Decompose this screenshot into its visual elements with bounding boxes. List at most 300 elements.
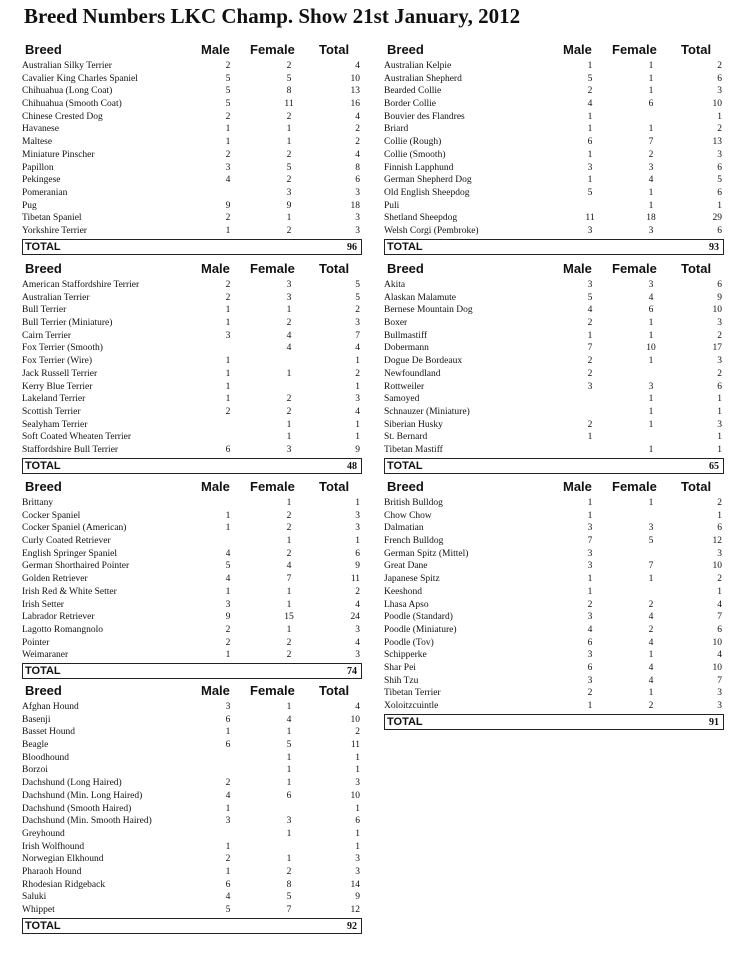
row-total: 3 xyxy=(355,523,360,534)
male-count: 5 xyxy=(225,561,231,572)
table-row xyxy=(22,611,362,624)
female-count: 3 xyxy=(648,225,654,236)
breed-name: Pointer xyxy=(22,637,50,648)
row-total: 1 xyxy=(355,803,360,814)
male-count: 6 xyxy=(225,740,231,751)
table-row xyxy=(384,675,724,688)
male-count: 1 xyxy=(225,394,231,405)
row-total: 10 xyxy=(712,305,722,316)
breed-name: Pug xyxy=(22,200,37,211)
row-total: 10 xyxy=(350,714,360,725)
row-total: 2 xyxy=(717,330,722,341)
table-row xyxy=(22,200,362,213)
table-header-row xyxy=(22,477,362,497)
breed-table-pastoral xyxy=(384,40,724,255)
male-count: 2 xyxy=(587,318,593,329)
breed-name: Whippet xyxy=(22,905,55,915)
breed-table-terrier xyxy=(22,259,362,474)
female-count: 1 xyxy=(286,419,292,430)
breed-name: Irish Wolfhound xyxy=(22,841,85,852)
table-total-row xyxy=(384,714,724,730)
row-total: 1 xyxy=(355,828,360,839)
table-row xyxy=(22,368,362,381)
table-row xyxy=(384,212,724,225)
row-total: 1 xyxy=(717,394,722,405)
row-total: 1 xyxy=(717,200,722,211)
table-row xyxy=(384,200,724,213)
breed-name: Pomeranian xyxy=(22,187,68,198)
male-count: 1 xyxy=(225,727,231,738)
male-count: 2 xyxy=(587,419,593,430)
female-count: 2 xyxy=(286,650,292,661)
female-count: 2 xyxy=(286,523,292,534)
row-total: 1 xyxy=(355,841,360,852)
table-row xyxy=(22,891,362,904)
female-count: 2 xyxy=(648,701,654,711)
male-count: 1 xyxy=(587,586,593,597)
female-count: 1 xyxy=(648,688,654,699)
breed-name: Collie (Smooth) xyxy=(384,149,446,160)
table-row xyxy=(22,174,362,187)
female-count: 4 xyxy=(648,175,654,186)
female-count: 6 xyxy=(648,305,654,316)
male-count: 9 xyxy=(225,200,231,211)
breed-name: Puli xyxy=(384,200,400,211)
breed-name: Chihuahua (Long Coat) xyxy=(22,86,113,97)
breed-name: Irish Red & White Setter xyxy=(22,586,117,597)
table-row xyxy=(22,764,362,777)
male-count: 2 xyxy=(225,61,231,71)
row-total: 10 xyxy=(712,637,722,648)
female-count: 1 xyxy=(286,752,292,763)
female-column-header: Female xyxy=(250,261,295,276)
table-row xyxy=(22,406,362,419)
table-row xyxy=(22,714,362,727)
male-count: 7 xyxy=(587,536,593,547)
female-count: 5 xyxy=(286,162,292,173)
male-count: 2 xyxy=(225,854,231,865)
table-row xyxy=(22,330,362,343)
male-count: 1 xyxy=(587,111,593,122)
female-count: 2 xyxy=(286,394,292,405)
row-total: 11 xyxy=(350,574,360,585)
female-count: 1 xyxy=(286,137,292,148)
total-value: 91 xyxy=(709,716,719,728)
female-count: 1 xyxy=(648,356,654,367)
row-total: 1 xyxy=(355,356,360,367)
female-count: 7 xyxy=(286,905,292,915)
female-count: 4 xyxy=(286,561,292,572)
female-count: 11 xyxy=(284,99,294,110)
breed-table-gundog xyxy=(22,477,362,679)
table-row xyxy=(384,510,724,523)
table-row xyxy=(384,599,724,612)
table-row xyxy=(22,599,362,612)
female-count: 18 xyxy=(646,213,656,224)
row-total: 7 xyxy=(717,612,722,623)
male-count: 1 xyxy=(225,586,231,597)
breed-name: Finnish Lapphund xyxy=(384,162,454,173)
female-count: 5 xyxy=(286,73,292,84)
male-count: 4 xyxy=(225,574,231,585)
male-count: 5 xyxy=(587,73,593,84)
table-row xyxy=(384,637,724,650)
total-column-header: Total xyxy=(319,479,350,494)
male-count: 2 xyxy=(225,637,231,648)
row-total: 1 xyxy=(355,432,360,443)
table-row xyxy=(22,136,362,149)
female-count: 1 xyxy=(648,394,654,405)
row-total: 1 xyxy=(717,432,722,443)
breed-name: Chihuahua (Smooth Coat) xyxy=(22,99,122,110)
row-total: 5 xyxy=(355,280,360,290)
breed-name: Australian Kelpie xyxy=(384,61,452,71)
row-total: 4 xyxy=(355,406,360,417)
breed-name: Border Collie xyxy=(384,99,436,110)
table-row xyxy=(384,611,724,624)
female-count: 6 xyxy=(286,790,292,801)
row-total: 3 xyxy=(355,854,360,865)
breed-name: Dachshund (Min. Long Haired) xyxy=(22,790,143,801)
female-count: 4 xyxy=(648,292,654,303)
total-column-header: Total xyxy=(681,261,712,276)
male-column-header: Male xyxy=(201,261,230,276)
male-count: 4 xyxy=(225,548,231,559)
female-count: 1 xyxy=(286,727,292,738)
breed-name: Irish Setter xyxy=(22,599,64,610)
total-label: TOTAL xyxy=(387,459,423,472)
table-row xyxy=(384,662,724,675)
breed-name: Dachshund (Smooth Haired) xyxy=(22,803,132,814)
table-row xyxy=(22,904,362,917)
male-count: 7 xyxy=(587,343,593,354)
row-total: 3 xyxy=(355,213,360,224)
female-column-header: Female xyxy=(612,42,657,57)
male-count: 3 xyxy=(587,561,593,572)
male-count: 1 xyxy=(587,510,593,521)
female-count: 1 xyxy=(648,200,654,211)
table-row xyxy=(22,393,362,406)
breed-name: Shih Tzu xyxy=(384,675,419,686)
table-row xyxy=(384,419,724,432)
row-total: 5 xyxy=(717,175,722,186)
row-total: 17 xyxy=(712,343,722,354)
breed-name: Australian Silky Terrier xyxy=(22,61,112,71)
table-header-row xyxy=(22,40,362,60)
female-count: 1 xyxy=(286,305,292,316)
row-total: 5 xyxy=(355,292,360,303)
row-total: 3 xyxy=(355,318,360,329)
male-count: 1 xyxy=(225,318,231,329)
female-count: 2 xyxy=(286,149,292,160)
breed-name: Chow Chow xyxy=(384,510,432,521)
table-row xyxy=(22,225,362,238)
breed-name: Bull Terrier xyxy=(22,305,67,316)
table-row xyxy=(22,73,362,86)
female-count: 8 xyxy=(286,86,292,97)
table-total-row xyxy=(22,458,362,474)
row-total: 4 xyxy=(355,343,360,354)
row-total: 6 xyxy=(717,280,722,290)
table-total-row xyxy=(22,918,362,934)
row-total: 24 xyxy=(350,612,360,623)
row-total: 4 xyxy=(717,599,722,610)
row-total: 2 xyxy=(355,305,360,316)
female-count: 1 xyxy=(286,498,292,508)
table-row xyxy=(22,879,362,892)
table-row xyxy=(22,497,362,510)
row-total: 6 xyxy=(717,624,722,635)
female-count: 4 xyxy=(286,343,292,354)
breed-name: Briard xyxy=(384,124,409,135)
breed-name: Bearded Collie xyxy=(384,86,442,97)
row-total: 3 xyxy=(355,225,360,236)
breed-column-header: Breed xyxy=(387,479,424,494)
table-row xyxy=(22,853,362,866)
breed-table-hound xyxy=(22,681,362,934)
table-row xyxy=(22,187,362,200)
male-count: 3 xyxy=(225,702,231,712)
female-count: 9 xyxy=(286,200,292,211)
table-row xyxy=(22,828,362,841)
row-total: 1 xyxy=(717,586,722,597)
table-row xyxy=(22,444,362,457)
male-column-header: Male xyxy=(563,42,592,57)
table-row xyxy=(384,586,724,599)
table-row xyxy=(22,637,362,650)
table-total-row xyxy=(22,239,362,255)
total-column-header: Total xyxy=(319,261,350,276)
row-total: 1 xyxy=(355,752,360,763)
table-header-row xyxy=(384,477,724,497)
female-count: 6 xyxy=(648,99,654,110)
male-count: 4 xyxy=(587,305,593,316)
table-row xyxy=(384,98,724,111)
row-total: 6 xyxy=(355,175,360,186)
male-count: 3 xyxy=(587,225,593,236)
breed-column-header: Breed xyxy=(25,479,62,494)
breed-column-header: Breed xyxy=(387,42,424,57)
row-total: 3 xyxy=(355,778,360,789)
male-count: 1 xyxy=(587,574,593,585)
table-row xyxy=(22,701,362,714)
breed-name: Cocker Spaniel xyxy=(22,510,81,521)
table-row xyxy=(22,304,362,317)
table-row xyxy=(22,803,362,816)
row-total: 3 xyxy=(717,149,722,160)
female-count: 4 xyxy=(648,675,654,686)
table-row xyxy=(22,649,362,662)
breed-name: Rhodesian Ridgeback xyxy=(22,879,106,890)
male-count: 1 xyxy=(225,510,231,521)
row-total: 10 xyxy=(712,662,722,673)
row-total: 10 xyxy=(712,561,722,572)
breed-column-header: Breed xyxy=(25,42,62,57)
row-total: 4 xyxy=(717,650,722,661)
male-count: 3 xyxy=(225,599,231,610)
table-row xyxy=(384,497,724,510)
breed-name: Beagle xyxy=(22,740,49,751)
breed-name: German Spitz (Mittel) xyxy=(384,548,469,559)
row-total: 6 xyxy=(717,73,722,84)
male-count: 2 xyxy=(225,778,231,789)
breed-name: British Bulldog xyxy=(384,498,443,508)
row-total: 12 xyxy=(350,905,360,915)
breed-name: Labrador Retriever xyxy=(22,612,95,623)
breed-name: Cocker Spaniel (American) xyxy=(22,523,127,534)
row-total: 3 xyxy=(355,866,360,877)
male-count: 1 xyxy=(587,330,593,341)
breed-name: Boxer xyxy=(384,318,408,329)
breed-name: Old English Sheepdog xyxy=(384,187,470,198)
table-row xyxy=(22,212,362,225)
breed-name: Dogue De Bordeaux xyxy=(384,356,463,367)
row-total: 3 xyxy=(717,86,722,97)
breed-name: Akita xyxy=(384,280,406,290)
male-count: 4 xyxy=(225,175,231,186)
total-column-header: Total xyxy=(319,42,350,57)
female-count: 8 xyxy=(286,879,292,890)
male-column-header: Male xyxy=(201,683,230,698)
male-count: 1 xyxy=(225,650,231,661)
female-count: 15 xyxy=(284,612,294,623)
table-row xyxy=(22,752,362,765)
row-total: 4 xyxy=(355,599,360,610)
breed-name: Fox Terrier (Wire) xyxy=(22,356,92,367)
breed-name: Keeshond xyxy=(384,586,422,597)
breed-name: Tibetan Mastiff xyxy=(384,444,443,455)
table-total-row xyxy=(384,239,724,255)
female-count: 1 xyxy=(648,498,654,508)
table-row xyxy=(22,535,362,548)
female-count: 1 xyxy=(286,586,292,597)
table-row xyxy=(22,355,362,368)
table-row xyxy=(22,381,362,394)
female-column-header: Female xyxy=(612,479,657,494)
male-count: 6 xyxy=(225,879,231,890)
total-value: 93 xyxy=(709,241,719,253)
breed-name: Chinese Crested Dog xyxy=(22,111,103,122)
row-total: 2 xyxy=(355,124,360,135)
male-count: 1 xyxy=(225,841,231,852)
breed-name: German Shorthaired Pointer xyxy=(22,561,130,572)
female-count: 2 xyxy=(286,225,292,236)
breed-name: German Shepherd Dog xyxy=(384,175,472,186)
male-count: 3 xyxy=(587,162,593,173)
male-count: 4 xyxy=(587,624,593,635)
table-row xyxy=(22,419,362,432)
female-count: 3 xyxy=(286,444,292,455)
row-total: 2 xyxy=(717,498,722,508)
female-count: 1 xyxy=(286,124,292,135)
male-count: 2 xyxy=(587,368,593,379)
female-count: 1 xyxy=(648,330,654,341)
row-total: 6 xyxy=(717,162,722,173)
male-count: 6 xyxy=(587,662,593,673)
male-count: 3 xyxy=(225,330,231,341)
row-total: 6 xyxy=(355,816,360,827)
male-column-header: Male xyxy=(563,479,592,494)
row-total: 3 xyxy=(717,701,722,711)
male-count: 11 xyxy=(585,213,595,224)
total-label: TOTAL xyxy=(25,240,61,253)
row-total: 2 xyxy=(355,368,360,379)
row-total: 9 xyxy=(717,292,722,303)
breed-name: Bull Terrier (Miniature) xyxy=(22,318,113,329)
breed-name: Scottish Terrier xyxy=(22,406,81,417)
table-row xyxy=(384,149,724,162)
table-row xyxy=(384,225,724,238)
row-total: 9 xyxy=(355,444,360,455)
male-count: 4 xyxy=(225,790,231,801)
male-count: 1 xyxy=(225,368,231,379)
row-total: 12 xyxy=(712,536,722,547)
female-count: 5 xyxy=(286,740,292,751)
male-count: 5 xyxy=(225,73,231,84)
breed-name: Golden Retriever xyxy=(22,574,88,585)
male-count: 3 xyxy=(587,381,593,392)
female-column-header: Female xyxy=(250,479,295,494)
male-count: 2 xyxy=(587,688,593,699)
row-total: 6 xyxy=(717,225,722,236)
female-count: 2 xyxy=(648,149,654,160)
total-label: TOTAL xyxy=(25,664,61,677)
table-total-row xyxy=(22,663,362,679)
row-total: 8 xyxy=(355,162,360,173)
female-column-header: Female xyxy=(250,683,295,698)
row-total: 3 xyxy=(717,419,722,430)
row-total: 3 xyxy=(717,548,722,559)
row-total: 7 xyxy=(355,330,360,341)
female-count: 2 xyxy=(286,61,292,71)
breed-name: Bernese Mountain Dog xyxy=(384,305,473,316)
male-count: 1 xyxy=(225,225,231,236)
female-count: 1 xyxy=(648,124,654,135)
female-count: 3 xyxy=(286,292,292,303)
table-row xyxy=(384,136,724,149)
breed-name: Sealyham Terrier xyxy=(22,419,88,430)
female-count: 1 xyxy=(286,765,292,776)
breed-name: Yorkshire Terrier xyxy=(22,225,87,236)
female-count: 3 xyxy=(648,381,654,392)
total-label: TOTAL xyxy=(387,240,423,253)
female-count: 7 xyxy=(648,137,654,148)
breed-name: Siberian Husky xyxy=(384,419,443,430)
table-row xyxy=(384,624,724,637)
breed-name: Kerry Blue Terrier xyxy=(22,381,93,392)
female-count: 1 xyxy=(286,624,292,635)
breed-name: Afghan Hound xyxy=(22,702,79,712)
total-value: 48 xyxy=(347,460,357,472)
female-count: 3 xyxy=(286,187,292,198)
female-count: 2 xyxy=(286,548,292,559)
table-row xyxy=(22,624,362,637)
row-total: 1 xyxy=(717,510,722,521)
female-count: 1 xyxy=(286,368,292,379)
breed-name: Basenji xyxy=(22,714,51,725)
total-value: 92 xyxy=(347,920,357,932)
breed-name: Pharaoh Hound xyxy=(22,866,82,877)
female-count: 5 xyxy=(286,892,292,903)
table-row xyxy=(22,60,362,73)
breed-name: Poodle (Standard) xyxy=(384,612,453,623)
female-count: 10 xyxy=(646,343,656,354)
row-total: 3 xyxy=(355,650,360,661)
male-count: 3 xyxy=(587,675,593,686)
female-count: 1 xyxy=(286,213,292,224)
table-row xyxy=(22,548,362,561)
male-count: 1 xyxy=(587,149,593,160)
